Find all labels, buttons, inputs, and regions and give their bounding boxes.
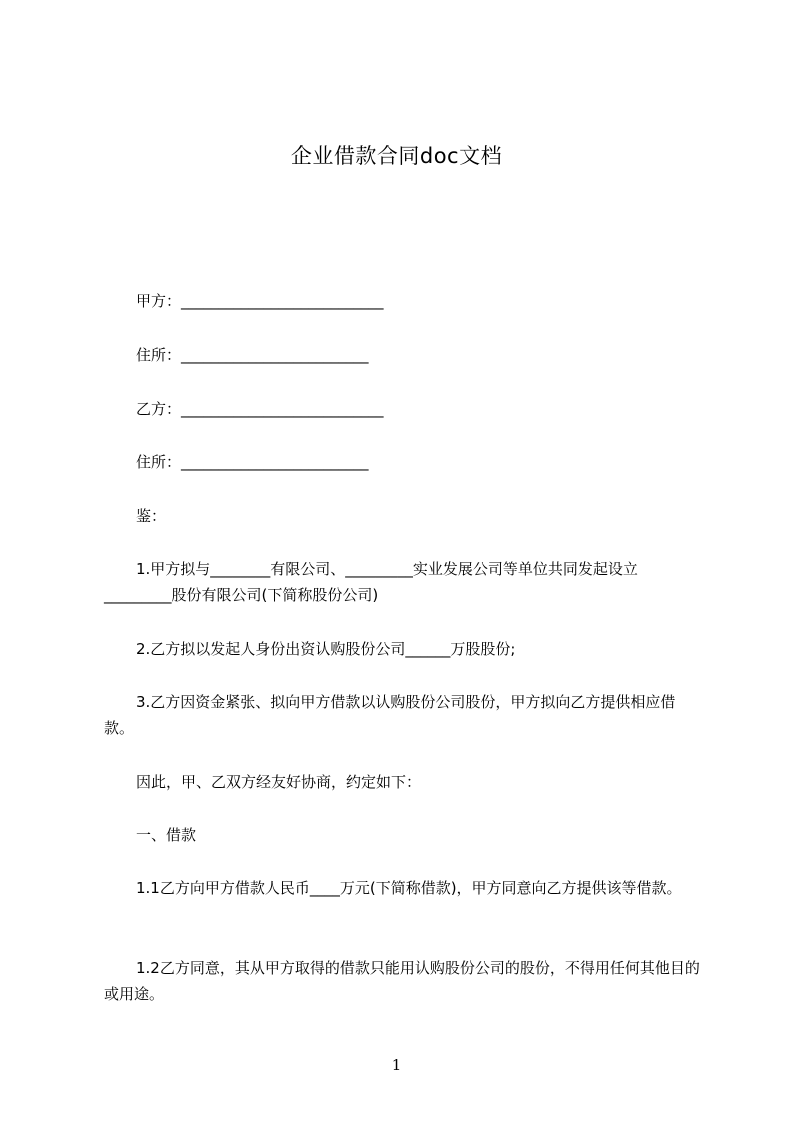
- section-1-heading: 一、借款: [136, 826, 197, 844]
- document-title: 企业借款合同doc文档: [290, 144, 503, 168]
- page-number: 1: [391, 1056, 402, 1074]
- party-a-line: 甲方：___________________________: [136, 292, 384, 310]
- agreement-statement: 因此，甲、乙双方经友好协商，约定如下：: [136, 773, 422, 791]
- recital-1: 1.甲方拟与________有限公司、_________实业发展公司等单位共同发起设立_________股份有限公司(下简称股份公司): [104, 560, 638, 604]
- party-b-line: 乙方：___________________________: [136, 400, 384, 418]
- party-a-address-line: 住所：_________________________: [136, 346, 369, 364]
- recital-3: 3.乙方因资金紧张、拟向甲方借款以认购股份公司股份，甲方拟向乙方提供相应借款。: [104, 693, 676, 737]
- whereas-heading: 鉴：: [136, 507, 167, 525]
- clause-1-1: 1.1乙方向甲方借款人民币____万元(下简称借款)，甲方同意向乙方提供该等借款。: [136, 879, 682, 897]
- recital-2: 2.乙方拟以发起人身份出资认购股份公司______万股股份;: [136, 640, 516, 658]
- party-b-address-line: 住所：_________________________: [136, 453, 369, 471]
- clause-1-2: 1.2乙方同意，其从甲方取得的借款只能用认购股份公司的股份，不得用任何其他目的或用途。: [104, 959, 700, 1003]
